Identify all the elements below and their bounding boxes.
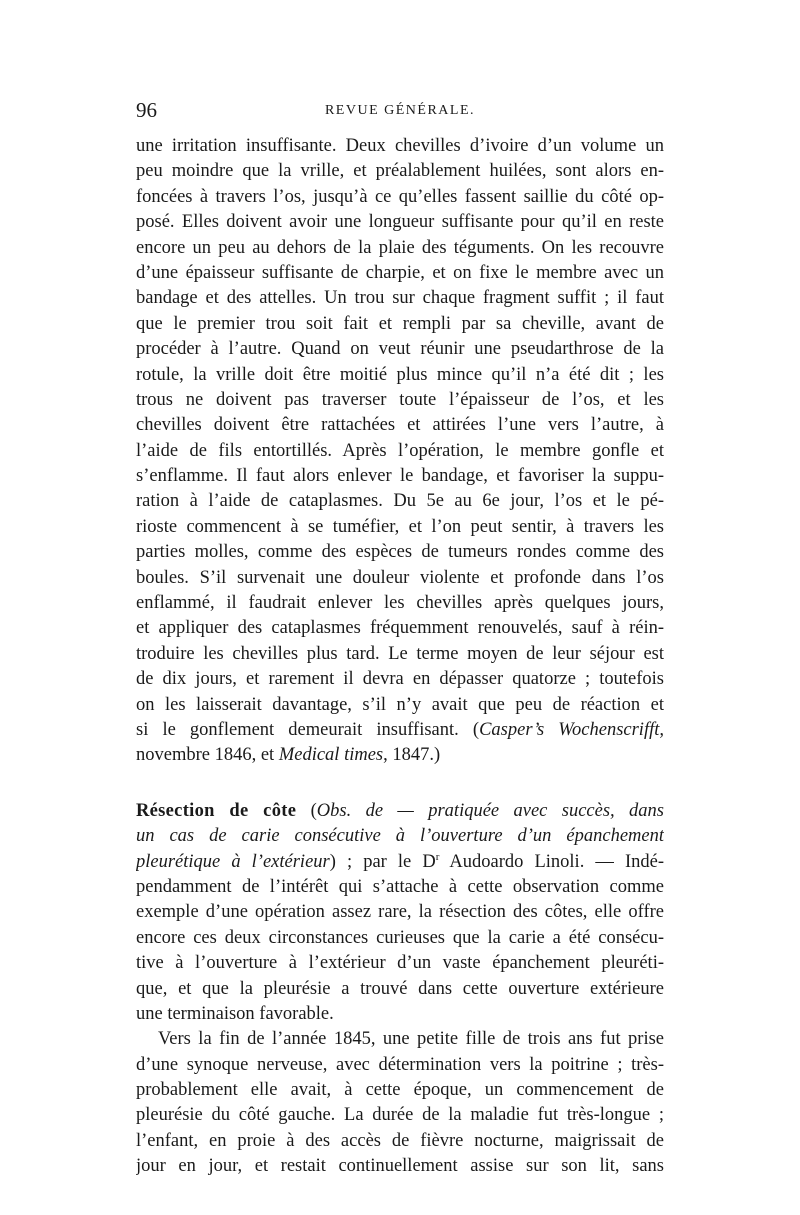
text-line: Vers la fin de l’année 1845, une petite fille de trois ans fut prise [158,1029,664,1050]
text-line: troduire les chevilles plus tard. Le terme moyen de leur séjour est [136,643,664,664]
paragraph-3 [136,1027,664,1179]
text-line: d’une épaisseur suffisante de charpie, et on fixe le membre avec un [136,262,664,283]
text-run: novembre 1846, et [136,745,279,766]
text-line: rioste commencent à se tuméfier, et l’on peut sentir, à travers les [136,516,664,537]
text-line: une terminaison favorable. [136,1003,334,1024]
italic-run: Obs. de — pratiquée avec succès, dans [316,800,664,821]
text-line: trous ne doivent pas traverser toute l’épaisseur de l’os, et les [136,389,664,410]
text-line: pleurésie du côté gauche. La durée de la maladie fut très-longue ; [136,1105,664,1126]
text-line: et appliquer des cataplasmes fréquemment renouvelés, sauf à réin- [136,618,664,639]
text-run: Audoardo Linoli. — Indé- [439,851,664,872]
body-text [136,134,664,1180]
text-line: enflammé, il faudrait enlever les chevilles après quelques jours, [136,593,664,614]
paragraph-gap [136,769,664,799]
citation-journal: Medical times [278,745,384,766]
text-line: jour en jour, et restait continuellement assise sur son lit, sans [136,1156,664,1177]
text-line: s’enflamme. Il faut alors enlever le bandage, et favoriser la suppu- [136,466,664,487]
text-line: une irritation insuffisante. Deux chevilles d’ivoire d’un volume un [136,136,664,156]
text-line [136,743,664,768]
text-line: rotule, la vrille doit être moitié plus mince qu’il n’a été dit ; les [136,364,664,385]
text-run: ) ; par le D [329,851,436,872]
text-line: foncées à travers l’os, jusqu’à ce qu’elles fassent saillie du côté op- [136,186,664,207]
text-line: d’une synoque nerveuse, avec détermination vers la poitrine ; très- [136,1054,664,1075]
text-line: exemple d’une opération assez rare, la résection des côtes, elle offre [136,902,664,923]
text-line: posé. Elles doivent avoir une longueur suffisante pour qu’il en reste [136,212,664,233]
text-line: l’enfant, en proie à des accès de fièvre nocturne, maigrissait de [136,1130,664,1151]
page-header [136,98,664,122]
text-run: ( [296,800,317,821]
text-line: que, et que la pleurésie a trouvé dans cette ouverture extérieure [136,978,664,999]
text-line: encore un peu au dehors de la plaie des téguments. On les recouvre [136,237,664,258]
text-line: boules. S’il survenait une douleur violente et profonde dans l’os [136,567,664,588]
text-run: si le gonflement demeurait insuffisant. ( [136,719,480,740]
running-title: REVUE GÉNÉRALE. [324,103,476,118]
citation-journal: Casper’s Wochenscrifft, [479,719,664,740]
page-number: 96 [136,98,157,122]
text-line: que le premier trou soit fait et rempli par sa cheville, avant de [136,313,664,334]
text-line [136,799,664,824]
text-line: peu moindre que la vrille, et préalablement huilées, sont alors en- [136,161,664,182]
text-line: parties molles, comme des espèces de tumeurs rondes comme des [136,542,664,563]
text-line [136,850,664,875]
text-line [136,718,664,743]
superscript: r [435,850,440,863]
text-line: procéder à l’autre. Quand on veut réunir une pseudarthrose de la [136,339,664,360]
text-line: un cas de carie consécutive à l’ouverture d’un épanchement [136,826,664,847]
text-line: probablement elle avait, à cette époque, un commencement de [136,1080,664,1101]
text-line: de dix jours, et rarement il devra en dépasser quatorze ; toutefois [136,669,664,690]
paragraph-1 [136,134,664,769]
italic-run: pleurétique à l’extérieur [136,851,330,872]
text-line: pendamment de l’intérêt qui s’attache à cette observation comme [136,876,664,897]
text-line: chevilles doivent être rattachées et attirées l’une vers l’autre, à [136,415,664,436]
text-line: encore ces deux circonstances curieuses que la carie a été consécu- [136,927,664,948]
section-heading: Résection de côte [136,800,297,821]
text-line: tive à l’ouverture à l’extérieur d’un vaste épanchement pleuréti- [136,953,664,974]
text-line: ration à l’aide de cataplasmes. Du 5e au 6e jour, l’os et le pé- [136,491,664,512]
text-line: l’aide de fils entortillés. Après l’opération, le membre gonfle et [136,440,664,461]
paragraph-2 [136,799,664,1028]
text-run: , 1847.) [383,745,441,766]
text-line: bandage et des attelles. Un trou sur chaque fragment suffit ; il faut [136,288,664,309]
text-line: on les laisserait davantage, s’il n’y avait que peu de réaction et [136,694,664,715]
